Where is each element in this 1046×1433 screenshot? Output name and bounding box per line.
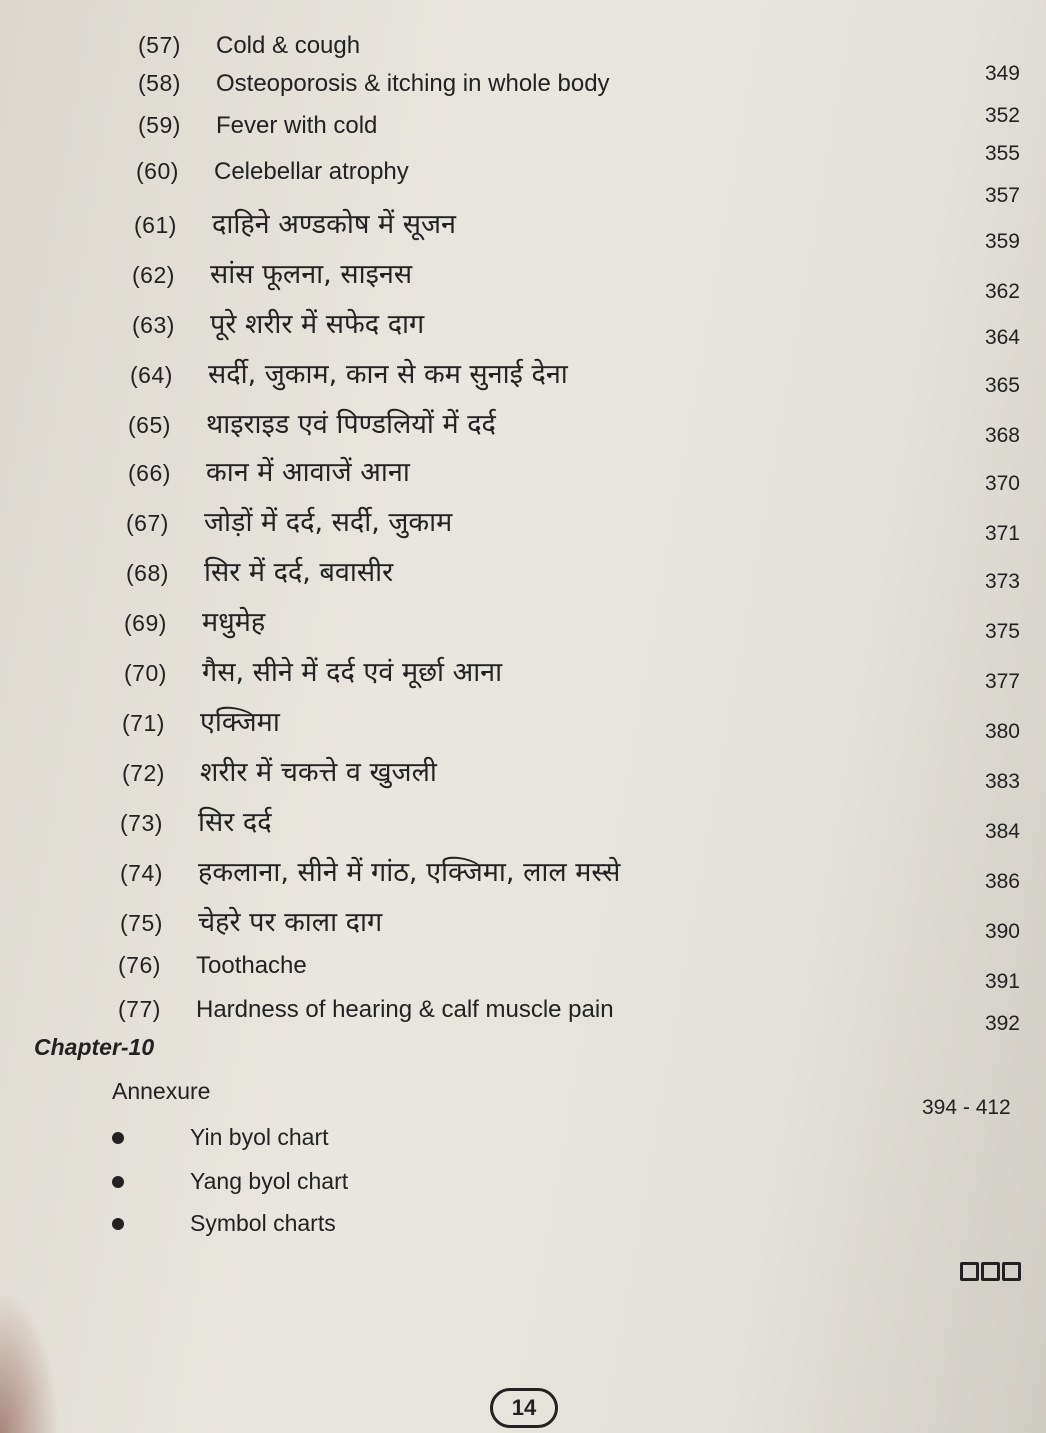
annexure-item-label: Yang byol chart: [190, 1168, 349, 1194]
entry-number: (68): [126, 560, 169, 586]
entry-number: (71): [122, 710, 165, 736]
entry-title: जोड़ों में दर्द, सर्दी, जुकाम: [204, 507, 453, 538]
entry-page-number: 371: [984, 522, 1020, 545]
entry-title: सिर में दर्द, बवासीर: [204, 557, 394, 588]
end-of-section-icon: [960, 1262, 1021, 1281]
finger-shadow: [0, 1290, 60, 1433]
entry-number: (67): [126, 510, 169, 536]
toc-entry: [136, 158, 409, 186]
toc-entry: [132, 304, 424, 341]
entry-page-number: 392: [984, 1012, 1020, 1035]
entry-title: Fever with cold: [216, 112, 378, 139]
annexure-item: [112, 1210, 336, 1237]
entry-number: (74): [120, 860, 163, 886]
entry-number: (66): [128, 460, 171, 486]
toc-entry: [126, 502, 452, 539]
toc-entry: [118, 996, 614, 1024]
entry-page-number: 373: [984, 570, 1020, 593]
toc-entry: [134, 204, 456, 241]
toc-entry: [124, 602, 265, 639]
entry-title: पूरे शरीर में सफेद दाग: [210, 309, 425, 340]
entry-number: (72): [122, 760, 165, 786]
toc-entry: [132, 254, 412, 291]
entry-title: सांस फूलना, साइनस: [210, 259, 413, 290]
toc-entry: [126, 552, 393, 589]
toc-entry: [130, 354, 568, 391]
entry-number: (63): [132, 312, 175, 338]
entry-title: सिर दर्द: [198, 807, 272, 838]
entry-page-number: 365: [984, 374, 1020, 397]
entry-title: दाहिने अण्डकोष में सूजन: [212, 209, 457, 240]
annexure-label: Annexure: [112, 1078, 211, 1104]
entry-page-number: 386: [984, 870, 1020, 893]
entry-page-number: 362: [984, 280, 1020, 303]
entry-page-number: 390: [984, 920, 1020, 943]
entry-page-number: 349: [984, 62, 1020, 85]
toc-entry: [120, 902, 382, 939]
entry-title: सर्दी, जुकाम, कान से कम सुनाई देना: [208, 359, 568, 390]
entry-number: (59): [138, 112, 181, 138]
bullet-icon: [112, 1132, 124, 1144]
toc-entry: [118, 952, 307, 980]
annexure-item-label: Yin byol chart: [190, 1124, 329, 1150]
entry-page-number: 357: [984, 184, 1020, 207]
entry-page-number: 368: [984, 424, 1020, 447]
entry-page-number: 391: [984, 970, 1020, 993]
entry-title: एक्जिमा: [200, 707, 280, 738]
entry-page-number: 359: [984, 230, 1020, 253]
entry-page-number: 352: [984, 104, 1020, 127]
toc-entry: [128, 404, 496, 441]
entry-title: Cold & cough: [216, 32, 361, 59]
toc-entry: [128, 452, 410, 489]
entry-page-number: 364: [984, 326, 1020, 349]
entry-page-number: 375: [984, 620, 1020, 643]
toc-entry: [124, 652, 502, 689]
entry-title: मधुमेह: [202, 607, 266, 638]
bullet-icon: [112, 1176, 124, 1188]
entry-number: (69): [124, 610, 167, 636]
annexure-item-label: Symbol charts: [190, 1210, 336, 1236]
toc-entry: [120, 852, 620, 889]
entry-title: Toothache: [196, 952, 307, 979]
toc-entry: [138, 112, 377, 140]
toc-entry: [122, 702, 280, 739]
entry-number: (62): [132, 262, 175, 288]
entry-page-number: 380: [984, 720, 1020, 743]
entry-number: (75): [120, 910, 163, 936]
entry-number: (60): [136, 158, 179, 184]
entry-page-number: 355: [984, 142, 1020, 165]
bullet-icon: [112, 1218, 124, 1230]
entry-number: (61): [134, 212, 177, 238]
entry-page-number: 370: [984, 472, 1020, 495]
toc-entry: [138, 32, 360, 60]
entry-page-number: 384: [984, 820, 1020, 843]
annexure-item: [112, 1124, 329, 1151]
entry-title: गैस, सीने में दर्द एवं मूर्छा आना: [202, 657, 503, 688]
entry-page-number: 383: [984, 770, 1020, 793]
entry-number: (76): [118, 952, 161, 978]
entry-number: (57): [138, 32, 181, 58]
entry-number: (58): [138, 70, 181, 96]
page-number: 14: [490, 1388, 558, 1428]
annexure-item: [112, 1168, 348, 1195]
entry-title: Osteoporosis & itching in whole body: [216, 70, 610, 97]
entry-title: चेहरे पर काला दाग: [198, 907, 383, 938]
entry-page-number: 377: [984, 670, 1020, 693]
entry-title: शरीर में चकत्ते व खुजली: [200, 757, 437, 788]
annexure-pages: 394 - 412: [922, 1096, 1011, 1119]
entry-number: (65): [128, 412, 171, 438]
entry-title: कान में आवाजें आना: [206, 457, 410, 488]
toc-entry: [138, 70, 610, 98]
toc-entry: [122, 752, 437, 789]
entry-title: थाइराइड एवं पिण्डलियों में दर्द: [206, 409, 496, 440]
entry-number: (70): [124, 660, 167, 686]
toc-entry: [120, 802, 272, 839]
entry-title: Celebellar atrophy: [214, 158, 409, 185]
entry-number: (64): [130, 362, 173, 388]
entry-number: (77): [118, 996, 161, 1022]
chapter-heading: Chapter-10: [34, 1034, 155, 1060]
entry-title: Hardness of hearing & calf muscle pain: [196, 996, 614, 1023]
entry-number: (73): [120, 810, 163, 836]
entry-title: हकलाना, सीने में गांठ, एक्जिमा, लाल मस्से: [198, 857, 621, 888]
